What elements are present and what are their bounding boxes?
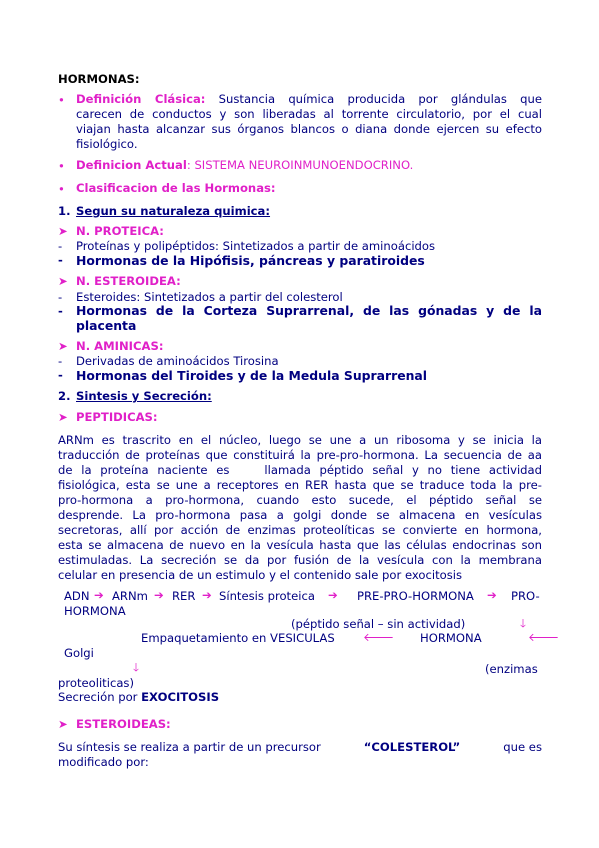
bullet-icon: • [58,159,65,173]
arrow-icon: ➤ [58,410,68,424]
def-clasica-text-3: viajan hasta alcanzar sus órganos blancos o diana donde ejercen su efecto [76,122,542,136]
right-arrow-icon: ➔ [154,588,164,602]
esteroidea-item-1: Esteroides: Sintetizados a partir del colesterol [76,290,343,304]
section-1-title: Segun su naturaleza quimica: [76,204,271,218]
flow-enzimas-b: proteoliticas) [58,676,134,690]
flow-peptido: (péptido señal – sin actividad) [291,617,466,631]
def-clasica-text-4: fisiológico. [76,137,138,151]
arrow-icon: ➤ [58,339,68,353]
proteica-item-1: Proteínas y polipéptidos: Sintetizados a partir de aminoácidos [76,239,436,253]
peptidicas-line: de la proteína naciente es llamada péptido señal y no tiene actividad [58,463,542,477]
peptidicas-line: celular en presencia de un estimulo y el contenido sale por exocitosis [58,568,463,582]
def-clasica-text-1: Sustancia química producida por glándulas que [218,92,542,106]
peptidicas-line: pro-hormona a pro-hormona, cuando esto sucede, el péptido señal se [58,493,542,507]
page-title: HORMONAS: [58,72,140,86]
dash-icon: - [58,304,63,318]
aminicas-item-1: Derivadas de aminoácidos Tirosina [76,354,279,368]
def-actual [76,158,413,172]
peptidicas-line: estimuladas. La secreción se da por fusión de la vesícula con la membrana [58,553,542,567]
arrow-icon: ➤ [58,717,68,731]
flow-rer: RER [172,589,196,603]
flow-arnm: ARNm [112,589,148,603]
bullet-icon: • [58,182,65,196]
peptidicas-line: desprende. La pro-hormona pasa a golgi donde se almacena en vesículas [58,508,542,522]
right-arrow-icon: ➔ [328,588,338,602]
flow-hormona: HORMONA [420,631,482,645]
flow-exocitosis: EXOCITOSIS [141,690,220,704]
arrow-icon: ➤ [58,274,68,288]
esteroideas-text-2: modificado por: [58,755,149,769]
esteroidea-item-2 [76,303,542,333]
down-arrow-icon: 🡓 [133,660,140,674]
peptidicas-line: ARNm es trascrito en el núcleo, luego se une a un ribosoma y se inicia la [58,433,542,447]
right-arrow-icon: ➔ [94,588,104,602]
def-actual-label: Definicion Actual [76,158,187,172]
aminicas-item-2: Hormonas del Tiroides y de la Medula Suprarrenal [76,368,428,383]
esteroideas-title: ESTEROIDEAS: [76,717,171,731]
down-arrow-icon: 🡓 [520,616,527,630]
dash-icon: - [58,354,63,368]
esteroidea-item-2-line-2: placenta [76,318,137,333]
def-actual-text: : SISTEMA NEUROINMUNOENDOCRINO. [186,158,414,172]
esteroideas-colesterol: “COLESTEROL” [363,740,461,754]
peptidicas-line: secretoras, allí por acción de enzimas proteolíticas se convierte en hormona, [58,523,542,537]
flow-secrecion [58,690,219,704]
bullet-icon: • [58,93,65,107]
esteroideas-paragraph [58,740,542,770]
dash-icon: - [58,290,63,304]
proteica-item-2: Hormonas de la Hipófisis, páncreas y paratiroides [76,253,425,268]
def-clasica [76,92,542,152]
left-arrow-icon: 🡐 [363,630,395,644]
flow-empaquetamiento: Empaquetamiento en VESICULAS [141,631,335,645]
section-2-number: 2. [58,389,71,403]
esteroideas-text-a: Su síntesis se realiza a partir de un precursor [58,740,321,754]
peptidicas-paragraph [58,433,542,583]
proteica-title: N. PROTEICA: [76,224,164,238]
peptidicas-line: traducción de proteínas que constituirá la pre-pro-hormona. La secuencia de aa [58,448,542,462]
esteroideas-text-c: que es [503,740,542,754]
flow-sintesis: Síntesis proteica [219,589,315,603]
flow-pro-b: HORMONA [64,604,126,618]
peptidicas-title: PEPTIDICAS: [76,410,158,424]
esteroidea-title: N. ESTEROIDEA: [76,274,181,288]
flow-adn: ADN [64,589,90,603]
dash-icon: - [58,253,63,267]
peptidicas-line: esta se almacena de nuevo en la vesícula hasta que las células endocrinas son [58,538,542,552]
right-arrow-icon: ➔ [202,588,212,602]
dash-icon: - [58,368,63,382]
clasificacion-heading: Clasificacion de las Hormonas: [76,181,276,195]
dash-icon: - [58,239,63,253]
aminicas-title: N. AMINICAS: [76,339,164,353]
section-2-title: Sintesis y Secreción: [76,389,212,403]
flow-prepro: PRE-PRO-HORMONA [357,589,474,603]
peptidicas-line: fisiológica, esta se une a receptores en RER hasta que se traduce toda la pre- [58,478,542,492]
right-arrow-icon: ➔ [487,588,497,602]
section-1-number: 1. [58,204,71,218]
flow-secrecion-label: Secreción por [58,690,138,704]
flow-enzimas-a: (enzimas [485,662,538,676]
def-clasica-text-2: carecen de conductos y son liberadas al torrente circulatorio, por el cual [76,107,542,121]
left-arrow-icon: 🡐 [528,630,560,644]
esteroidea-item-2-line-1: Hormonas de la Corteza Suprarrenal, de las gónadas y de la [76,303,542,318]
flow-pro-a: PRO- [511,589,540,603]
def-clasica-label: Definición Clásica: [76,92,206,106]
flow-golgi: Golgi [64,646,94,660]
arrow-icon: ➤ [58,224,68,238]
